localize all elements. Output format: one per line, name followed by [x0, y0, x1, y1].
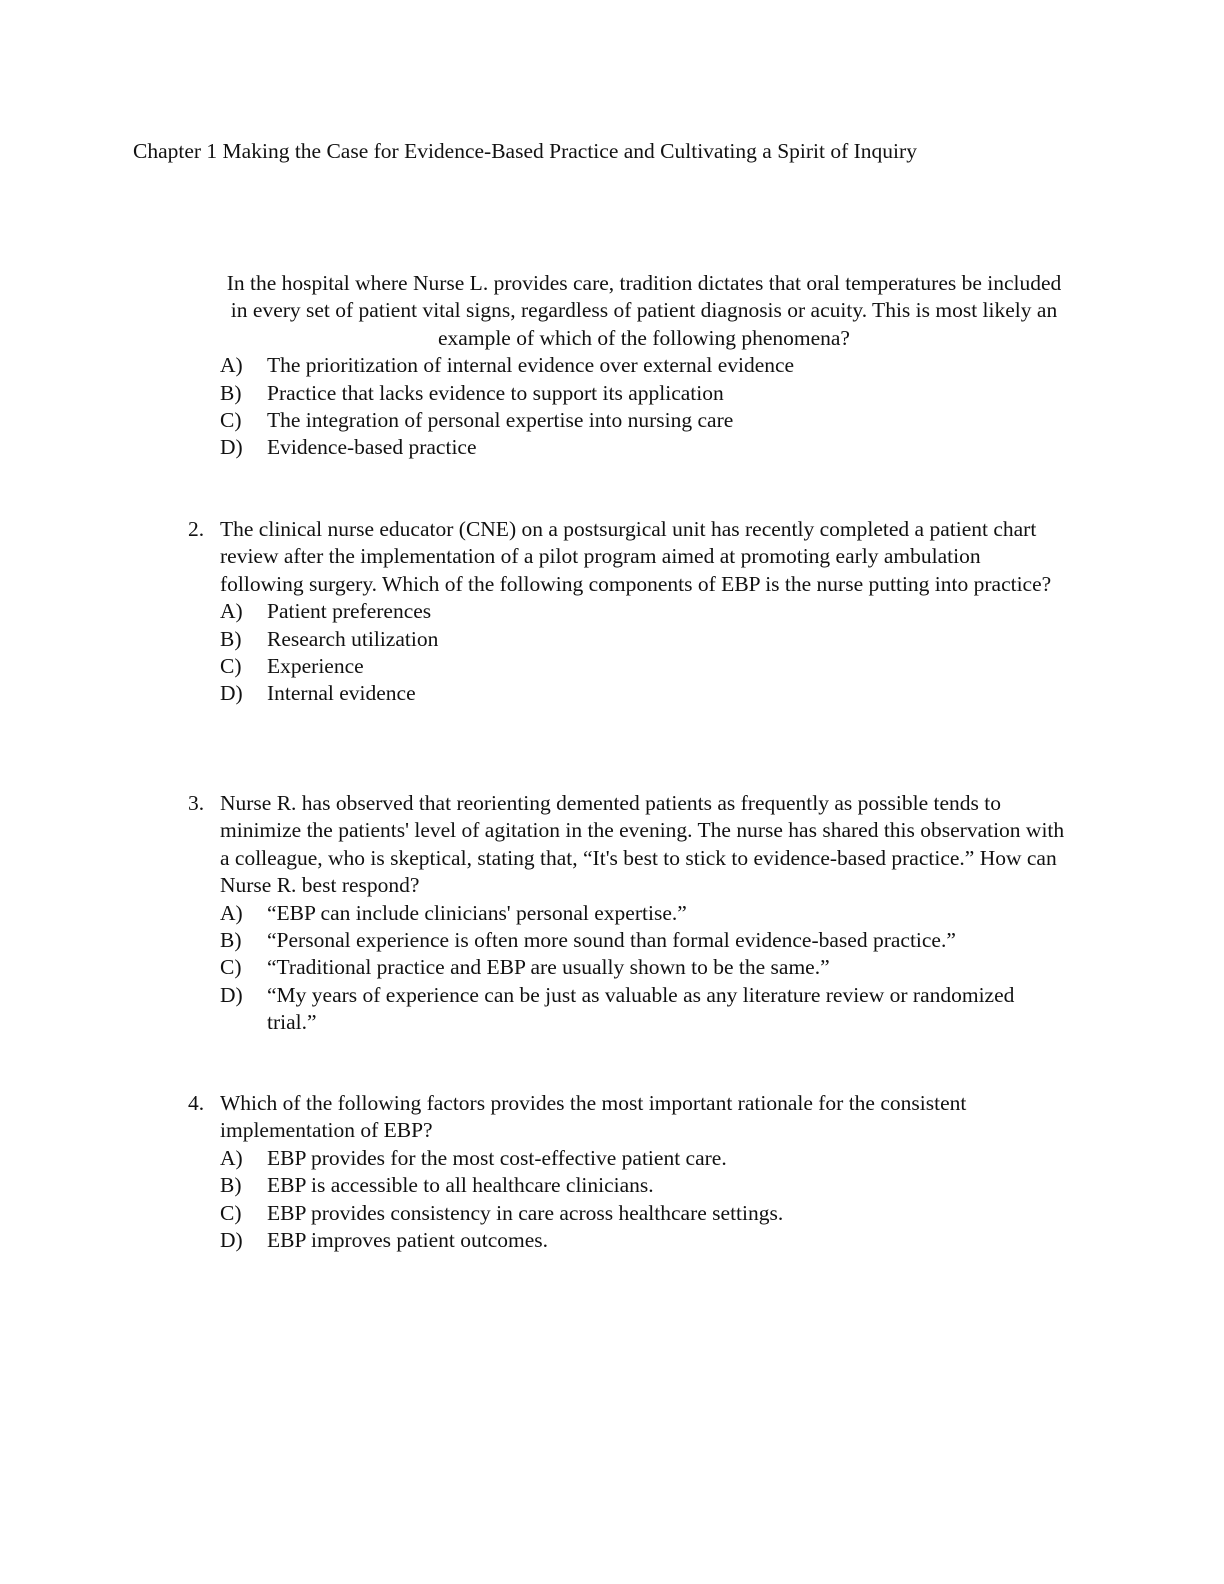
option-text: Internal evidence [267, 681, 416, 706]
option-text: EBP is accessible to all healthcare clinicians. [267, 1173, 654, 1198]
question-number: 4. [188, 1091, 205, 1115]
question-1-option-b [188, 380, 1068, 407]
option-letter: C) [220, 955, 242, 980]
option-letter: C) [220, 408, 242, 433]
option-text: Research utilization [267, 626, 439, 651]
option-letter: B) [220, 380, 242, 405]
question-3-options [188, 900, 1068, 1037]
question-4-option-a [188, 1145, 1068, 1172]
question-2-options [188, 598, 1068, 708]
option-letter: A) [220, 900, 243, 925]
question-number: 3. [188, 791, 205, 815]
question-1-options [188, 352, 1068, 462]
question-2-option-c [188, 653, 1068, 680]
question-1 [188, 270, 1068, 462]
question-2-option-d [188, 680, 1068, 707]
question-4-stem [188, 1090, 1068, 1145]
question-3-option-a [188, 900, 1068, 927]
question-2-stem [188, 516, 1068, 598]
option-text: Evidence-based practice [267, 435, 477, 460]
option-text: Practice that lacks evidence to support its application [267, 380, 724, 405]
option-letter: B) [220, 626, 242, 651]
option-letter: C) [220, 654, 242, 679]
option-text: “Personal experience is often more sound than formal evidence-based practice.” [267, 928, 956, 953]
option-letter: D) [220, 1228, 243, 1253]
question-text: Which of the following factors provides the most important rationale for the consistent implementation of EBP? [220, 1091, 967, 1143]
option-text: EBP provides for the most cost-effective patient care. [267, 1145, 727, 1170]
option-letter: A) [220, 1145, 243, 1170]
option-letter: B) [220, 1173, 242, 1198]
option-letter: A) [220, 599, 243, 624]
question-2-option-a [188, 598, 1068, 625]
option-letter: A) [220, 353, 243, 378]
option-text: The integration of personal expertise into nursing care [267, 408, 734, 433]
option-letter: D) [220, 435, 243, 460]
option-letter: D) [220, 681, 243, 706]
option-text: “My years of experience can be just as valuable as any literature review or randomized trial.” [267, 982, 1015, 1035]
option-text: EBP provides consistency in care across healthcare settings. [267, 1200, 784, 1225]
question-number: 2. [188, 517, 205, 541]
option-letter: D) [220, 982, 243, 1007]
option-text: “EBP can include clinicians' personal expertise.” [267, 900, 687, 925]
question-3-option-d [188, 982, 1068, 1037]
question-3-option-c [188, 954, 1068, 981]
question-text: Nurse R. has observed that reorienting demented patients as frequently as possible tends to minimize the patients' level of agitation in the evening. The nurse has shared this observation with a colleague, who is skeptical, stating that, “It's best to stick to evidence-based practice.” How can Nurse R. best respond? [220, 791, 1065, 898]
question-3 [188, 790, 1068, 1037]
question-4-option-d [188, 1227, 1068, 1254]
question-4-option-c [188, 1200, 1068, 1227]
question-text: The clinical nurse educator (CNE) on a postsurgical unit has recently completed a patient chart review after the implementation of a pilot program aimed at promoting early ambulation following surgery. Which of the following components of EBP is the nurse putting into practice? [220, 517, 1052, 596]
question-2 [188, 516, 1068, 708]
question-1-option-d [188, 434, 1068, 461]
question-1-option-c [188, 407, 1068, 434]
question-3-stem [188, 790, 1068, 900]
option-letter: B) [220, 928, 242, 953]
chapter-title: Chapter 1 Making the Case for Evidence-Based Practice and Cultivating a Spirit of Inquiry [133, 139, 917, 163]
option-text: “Traditional practice and EBP are usually shown to be the same.” [267, 955, 830, 980]
question-3-option-b [188, 927, 1068, 954]
question-4-option-b [188, 1172, 1068, 1199]
question-1-option-a [188, 352, 1068, 379]
question-4 [188, 1090, 1068, 1254]
option-text: Patient preferences [267, 599, 432, 624]
option-letter: C) [220, 1200, 242, 1225]
option-text: The prioritization of internal evidence over external evidence [267, 353, 795, 378]
question-1-stem: In the hospital where Nurse L. provides care, tradition dictates that oral temperatures be included in every set of patient vital signs, regardless of patient diagnosis or acuity. This is most likely an example of which of the following phenomena? [226, 271, 1062, 350]
question-2-option-b [188, 626, 1068, 653]
question-4-options [188, 1145, 1068, 1255]
option-text: Experience [267, 654, 364, 679]
option-text: EBP improves patient outcomes. [267, 1228, 549, 1253]
